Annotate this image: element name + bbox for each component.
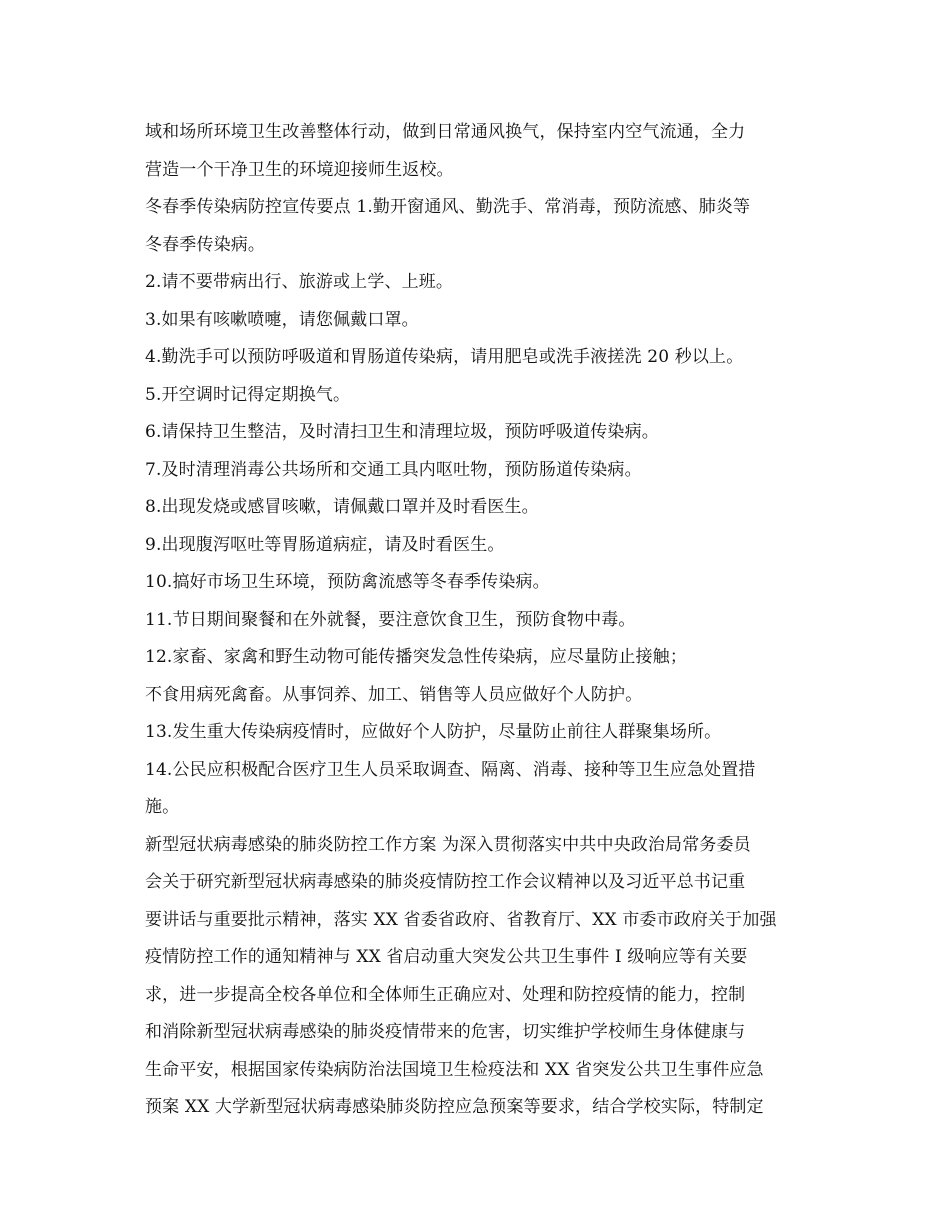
text-line: 8.出现发烧或感冒咳嗽，请佩戴口罩并及时看医生。 <box>145 497 539 517</box>
text-line: 11.节日期间聚餐和在外就餐，要注意饮食卫生，预防食物中毒。 <box>145 609 636 630</box>
text-line: 5.开空调时记得定期换气。 <box>145 384 351 405</box>
text-line: 12.家畜、家禽和野生动物可能传播突发急性传染病，应尽量防止接触； <box>145 647 687 667</box>
text-line: 13.发生重大传染病疫情时，应做好个人防护，尽量防止前往人群聚集场所。 <box>145 722 722 742</box>
text-line: 营造一个干净卫生的环境迎接师生返校。 <box>145 159 454 180</box>
text-line: 会关于研究新型冠状病毒感染的肺炎疫情防控工作会议精神以及习近平总书记重 <box>145 872 746 892</box>
text-line: 求，进一步提高全校各单位和全体师生正确应对、处理和防控疫情的能力，控制 <box>145 984 746 1005</box>
document-body <box>145 114 815 1127</box>
text-line: 不食用病死禽畜。从事饲养、加工、销售等人员应做好个人防护。 <box>145 684 643 705</box>
text-line: 生命平安，根据国家传染病防治法国境卫生检疫法和 XX 省突发公共卫生事件应急 <box>145 1059 764 1080</box>
text-line: 施。 <box>145 797 180 817</box>
text-line: 4.勤洗手可以预防呼吸道和胃肠道传染病，请用肥皂或洗手液搓洗 20 秒以上。 <box>145 347 744 367</box>
text-line: 6.请保持卫生整洁，及时清扫卫生和清理垃圾，预防呼吸道传染病。 <box>145 422 659 442</box>
text-line: 10.搞好市场卫生环境，预防禽流感等冬春季传染病。 <box>145 572 550 592</box>
text-line: 冬春季传染病。 <box>145 234 266 255</box>
text-line: 预案 XX 大学新型冠状病毒感染肺炎防控应急预案等要求，结合学校实际，特制定 <box>145 1097 764 1117</box>
text-line: 7.及时清理消毒公共场所和交通工具内呕吐物，预防肠道传染病。 <box>145 459 642 480</box>
text-line: 新型冠状病毒感染的肺炎防控工作方案 为深入贯彻落实中共中央政治局常务委员 <box>145 834 751 855</box>
text-line: 2.请不要带病出行、旅游或上学、上班。 <box>145 272 454 292</box>
text-line: 14.公民应积极配合医疗卫生人员采取调查、隔离、消毒、接种等卫生应急处置措 <box>145 759 756 780</box>
text-line: 域和场所环境卫生改善整体行动，做到日常通风换气，保持室内空气流通，全力 <box>145 122 746 142</box>
text-line: 要讲话与重要批示精神，落实 XX 省委省政府、省教育厅、XX 市委市政府关于加强 <box>145 909 777 930</box>
text-line: 冬春季传染病防控宣传要点 1.勤开窗通风、勤洗手、常消毒，预防流感、肺炎等 <box>145 197 751 217</box>
text-line: 疫情防控工作的通知精神与 XX 省启动重大突发公共卫生事件 I 级响应等有关要 <box>145 947 748 967</box>
text-line: 9.出现腹泻呕吐等胃肠道病症，请及时看医生。 <box>145 534 505 555</box>
text-line: 3.如果有咳嗽喷嚏，请您佩戴口罩。 <box>145 309 419 330</box>
text-line: 和消除新型冠状病毒感染的肺炎疫情带来的危害，切实维护学校师生身体健康与 <box>145 1022 746 1042</box>
